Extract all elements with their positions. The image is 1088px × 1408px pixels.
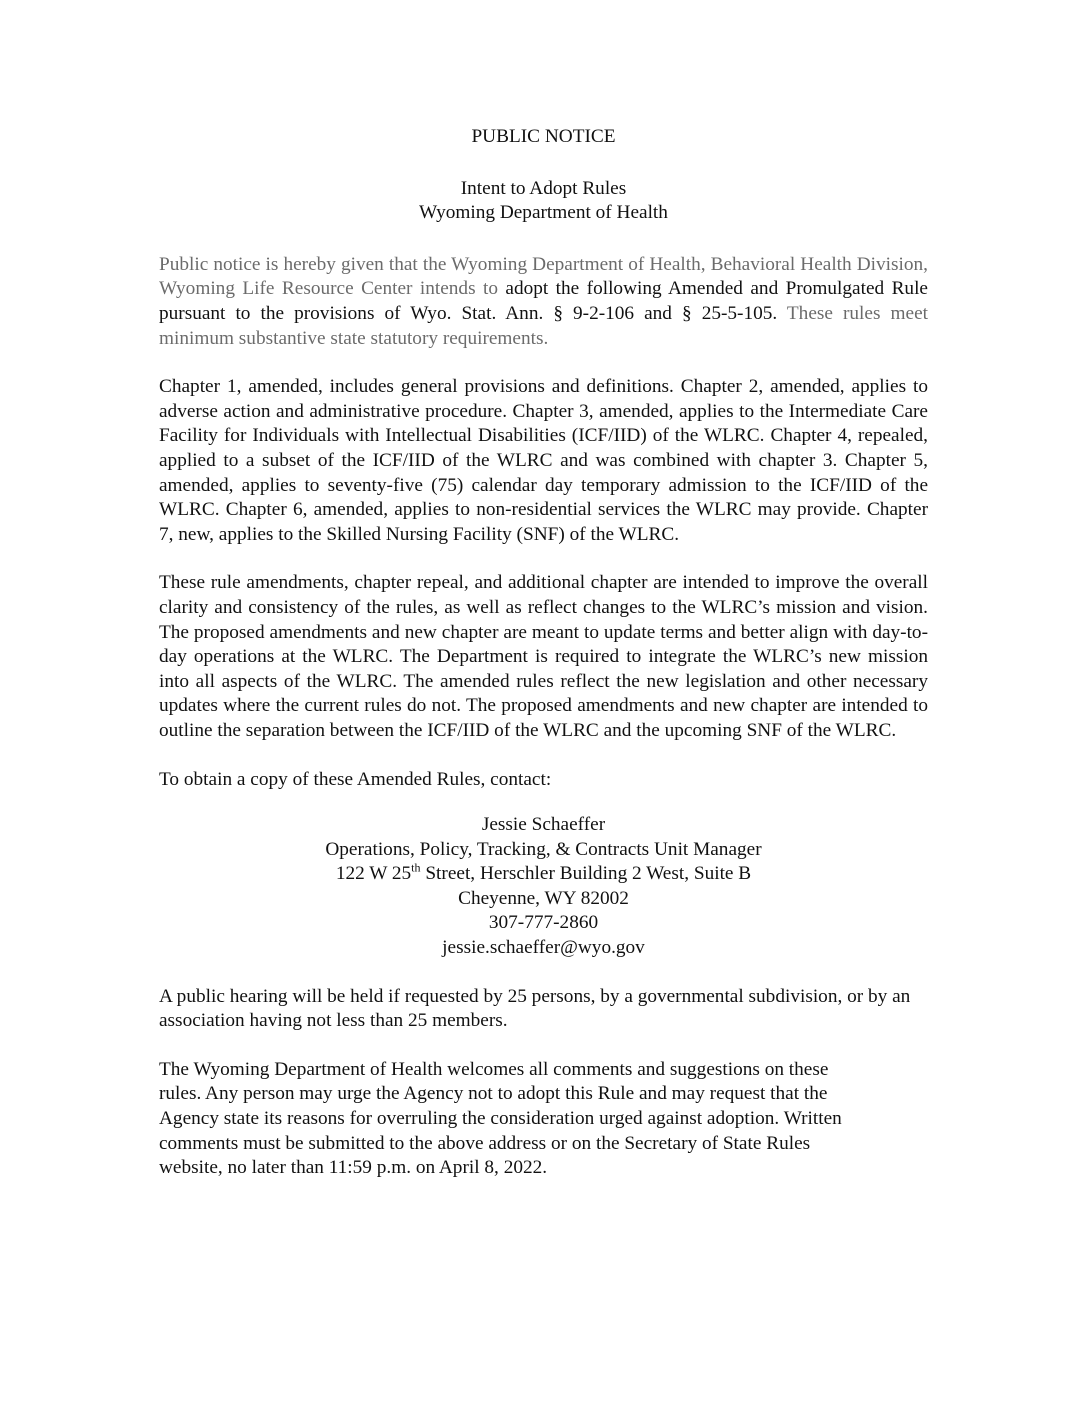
comments-line-4: comments must be submitted to the above address or on the Secretary of State Rules (159, 1132, 811, 1154)
address-superscript: th (411, 860, 421, 875)
address-pre: 122 W 25 (335, 863, 412, 885)
comments-line-5: website, no later than 11:59 p.m. on April 8, 2022. (159, 1157, 548, 1179)
comments-paragraph (159, 1058, 928, 1181)
amendments-paragraph: These rule amendments, chapter repeal, and additional chapter are intended to improve the overall clarity and consistency of the rules, as well as reflect changes to the WLRC’s mission and vision. The proposed amendments and new chapter are meant to update terms and better align with day-to-day operations at the WLRC. The Department is required to integrate the WLRC’s new mission into all aspects of the WLRC. The amended rules reflect the new legislation and other necessary updates where the current rules do not. The proposed amendments and new chapter are intended to outline the separation between the ICF/IID of the WLRC and the upcoming SNF of the WLRC. (159, 572, 928, 741)
comments-line-2: rules. Any person may urge the Agency not to adopt this Rule and may request that the (159, 1083, 828, 1105)
contact-city: Cheyenne, WY 82002 (458, 887, 629, 909)
intro-text-part1: Public notice is hereby given that the Wyoming Department of Health, Behavioral Health Division, Wyoming Life Resource Center intends to (159, 253, 928, 300)
contact-name: Jessie Schaeffer (481, 814, 606, 836)
notice-title: PUBLIC NOTICE (471, 126, 616, 147)
hearing-paragraph: A public hearing will be held if requested by 25 persons, by a governmental subdivision, or by an association having not less than 25 members. (159, 985, 911, 1032)
contact-block (159, 813, 928, 961)
contact-phone: 307-777-2860 (488, 912, 599, 934)
document-page (159, 125, 928, 1181)
copy-request-paragraph: To obtain a copy of these Amended Rules, contact: (159, 769, 552, 791)
intro-text-part3: These rules meet minimum substantive state statutory requirements. (159, 302, 928, 349)
intro-text-part2: adopt the following Amended and Promulgated Rule pursuant to the provisions of Wyo. Stat. Ann. § 9-2-106 and § 25-5-105. (159, 278, 928, 324)
chapters-paragraph: Chapter 1, amended, includes general provisions and definitions. Chapter 2, amended, applies to adverse action and administrative procedure. Chapter 3, amended, applies to the Intermediate Care Facility for Individuals with Intellectual Disabilities (ICF/IID) of the WLRC. Chapter 4, repealed, applied to a subset of the ICF/IID of the WLRC and was combined with chapter 3. Chapter 5, amended, applies to seventy-five (75) calendar day temporary admission to the ICF/IID of the WLRC. Chapter 6, amended, applies to non-residential services the WLRC may provide. Chapter 7, new, applies to the Skilled Nursing Facility (SNF) of the WLRC. (159, 376, 928, 545)
contact-address (159, 862, 928, 887)
contact-position: Operations, Policy, Tracking, & Contracts Unit Manager (325, 838, 762, 860)
comments-line-3: Agency state its reasons for overruling the consideration urged against adoption. Written (159, 1108, 842, 1129)
contact-email: jessie.schaeffer@wyo.gov (442, 937, 645, 959)
intro-paragraph (159, 253, 928, 351)
address-post: Street, Herschler Building 2 West, Suite B (420, 863, 752, 885)
comments-line-1: The Wyoming Department of Health welcomes all comments and suggestions on these (159, 1058, 829, 1080)
subtitle-line-intent: Intent to Adopt Rules (460, 177, 627, 199)
subtitle-line-department: Wyoming Department of Health (419, 202, 668, 224)
notice-subtitle (159, 177, 928, 226)
